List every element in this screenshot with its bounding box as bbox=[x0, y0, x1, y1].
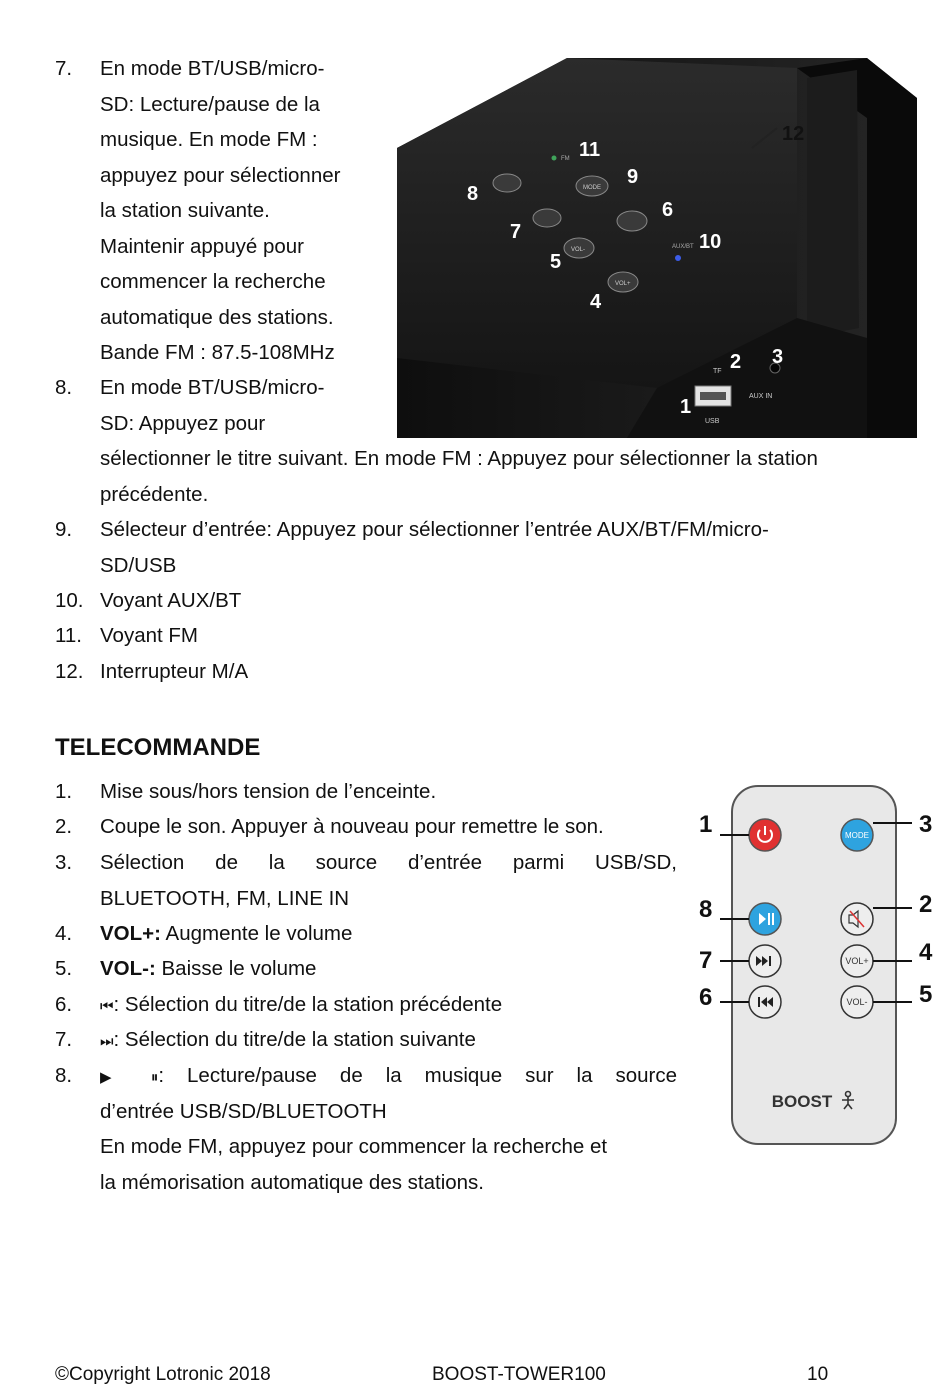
item-text: musique. En mode FM : bbox=[100, 128, 318, 151]
footer-copyright: ©Copyright Lotronic 2018 bbox=[55, 1364, 271, 1385]
play-pause-icon: ▶ ⏸ bbox=[100, 1068, 159, 1086]
item-keyword: VOL+: bbox=[100, 922, 161, 945]
item-text: Voyant AUX/BT bbox=[100, 589, 242, 612]
item-text: En mode BT/USB/micro- bbox=[100, 57, 325, 80]
brand-logo: BOOST bbox=[771, 1092, 833, 1111]
item-text: : Sélection du titre/de la station suivante bbox=[113, 1028, 476, 1051]
callout-11: 11 bbox=[579, 139, 601, 161]
callout-7: 7 bbox=[510, 221, 522, 243]
item-text: : Lecture/pause de la musique sur la source bbox=[158, 1064, 677, 1087]
auxbt-indicator-icon bbox=[675, 255, 681, 261]
callout-4: 4 bbox=[919, 939, 933, 966]
callout-6: 6 bbox=[662, 199, 674, 221]
item-number: 4. bbox=[55, 922, 73, 945]
footer-page-number: 10 bbox=[807, 1364, 829, 1385]
item-text: automatique des stations. bbox=[100, 305, 334, 329]
vol-plus-label: VOL+ bbox=[845, 956, 869, 966]
callout-1: 1 bbox=[680, 396, 692, 418]
item-text: précédente. bbox=[100, 482, 209, 506]
item-number: 5. bbox=[55, 957, 73, 980]
item-number: 10. bbox=[55, 589, 84, 612]
item-text: Sélection de la source d’entrée parmi USB/SD, bbox=[100, 851, 677, 874]
item-number: 7. bbox=[55, 57, 73, 80]
button-icon bbox=[493, 174, 521, 192]
item-text: Baisse le volume bbox=[155, 957, 317, 980]
item-number: 2. bbox=[55, 815, 73, 838]
button-icon bbox=[617, 211, 647, 231]
mode-label: MODE bbox=[583, 185, 601, 191]
mode-button-label: MODE bbox=[845, 831, 869, 840]
callout-2: 2 bbox=[730, 351, 742, 373]
item-text: Augmente le volume bbox=[160, 922, 353, 945]
item-text: : Sélection du titre/de la station précédente bbox=[113, 993, 503, 1016]
callout-8: 8 bbox=[467, 183, 479, 205]
item-number: 8. bbox=[55, 1064, 73, 1087]
callout-7: 7 bbox=[699, 947, 713, 974]
item-text: SD: Appuyez pour bbox=[100, 411, 266, 435]
item-text: d’entrée USB/SD/BLUETOOTH bbox=[100, 1099, 387, 1123]
item-text: Coupe le son. Appuyer à nouveau pour remettre le son. bbox=[100, 815, 604, 838]
item-number: 9. bbox=[55, 518, 73, 541]
callout-1: 1 bbox=[699, 811, 713, 838]
item-text: Voyant FM bbox=[100, 624, 198, 647]
item-text: En mode BT/USB/micro- bbox=[100, 376, 325, 399]
item-number: 6. bbox=[55, 993, 73, 1016]
button-icon bbox=[533, 209, 561, 227]
item-number: 3. bbox=[55, 851, 73, 874]
item-number: 7. bbox=[55, 1028, 73, 1051]
callout-2: 2 bbox=[919, 891, 933, 918]
callout-6: 6 bbox=[699, 984, 713, 1011]
auxbt-label: AUX/BT bbox=[672, 244, 694, 250]
callout-5: 5 bbox=[919, 981, 933, 1008]
next-track-icon: ⏭ bbox=[100, 1032, 114, 1050]
callout-12: 12 bbox=[782, 123, 805, 145]
vol-minus-label: VOL- bbox=[846, 997, 868, 1007]
usb-label: USB bbox=[705, 418, 720, 425]
callout-8: 8 bbox=[699, 896, 713, 923]
footer-model: BOOST-TOWER100 bbox=[432, 1364, 606, 1385]
item-text: la station suivante. bbox=[100, 199, 270, 222]
tf-label: TF bbox=[713, 368, 722, 375]
item-text: SD: Lecture/pause de la bbox=[100, 92, 320, 116]
item-text: la mémorisation automatique des stations. bbox=[100, 1170, 485, 1194]
callout-9: 9 bbox=[627, 166, 639, 188]
item-text: Mise sous/hors tension de l’enceinte. bbox=[100, 780, 437, 803]
speaker-top-photo bbox=[397, 58, 917, 438]
item-number: 1. bbox=[55, 780, 73, 803]
item-text: commencer la recherche bbox=[100, 270, 326, 293]
section-heading: TELECOMMANDE bbox=[55, 734, 261, 761]
item-text: Interrupteur M/A bbox=[100, 660, 249, 683]
item-text: BLUETOOTH, FM, LINE IN bbox=[100, 886, 350, 910]
fm-indicator-icon bbox=[552, 156, 557, 161]
aux-label: AUX IN bbox=[749, 393, 773, 400]
volm-label: VOL- bbox=[571, 247, 586, 253]
item-text: Bande FM : 87.5-108MHz bbox=[100, 341, 335, 364]
item-number: 8. bbox=[55, 376, 73, 399]
item-keyword: VOL-: bbox=[100, 957, 156, 980]
item-number: 11. bbox=[55, 624, 82, 647]
previous-track-icon: ⏮ bbox=[100, 997, 114, 1015]
item-text: SD/USB bbox=[100, 553, 177, 577]
volp-label: VOL+ bbox=[615, 281, 631, 287]
item-text: appuyez pour sélectionner bbox=[100, 163, 341, 187]
item-number: 12. bbox=[55, 660, 84, 683]
item-text: En mode FM, appuyez pour commencer la recherche et bbox=[100, 1135, 608, 1158]
fm-label: FM bbox=[561, 156, 570, 162]
item-text: Maintenir appuyé pour bbox=[100, 234, 304, 258]
item-text: sélectionner le titre suivant. En mode FM : Appuyez pour sélectionner la station bbox=[100, 447, 818, 470]
callout-3: 3 bbox=[772, 346, 784, 368]
callout-3: 3 bbox=[919, 811, 933, 838]
callout-5: 5 bbox=[550, 251, 562, 273]
callout-10: 10 bbox=[699, 231, 722, 253]
callout-4: 4 bbox=[590, 291, 602, 313]
item-text: Sélecteur d’entrée: Appuyez pour sélectionner l’entrée AUX/BT/FM/micro- bbox=[100, 518, 769, 541]
remote-control-diagram bbox=[690, 780, 940, 1150]
